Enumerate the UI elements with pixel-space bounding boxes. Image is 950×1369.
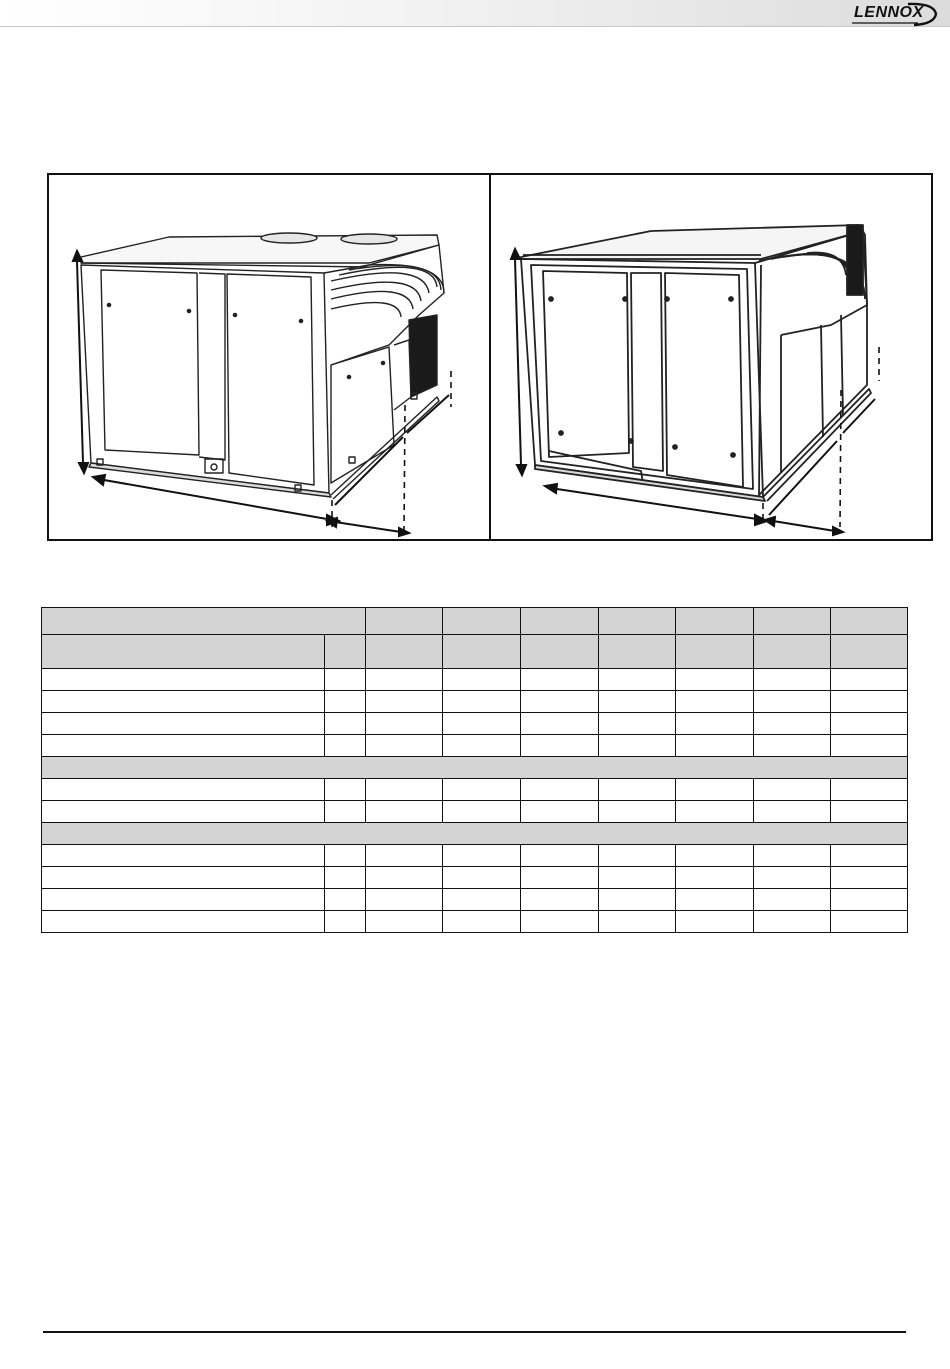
table-cell <box>366 889 443 911</box>
table-cell <box>676 635 754 669</box>
table-cell <box>42 867 325 889</box>
table-cell <box>754 635 831 669</box>
rooftop-unit-frame-icon <box>491 175 931 539</box>
table-row <box>42 735 908 757</box>
table-cell <box>754 691 831 713</box>
table-cell <box>42 608 366 635</box>
table-cell <box>521 801 599 823</box>
table-cell <box>325 911 366 933</box>
table-cell <box>325 845 366 867</box>
table-cell <box>443 845 521 867</box>
rooftop-unit-closed-icon <box>49 175 489 539</box>
table-cell <box>521 713 599 735</box>
table-cell <box>443 911 521 933</box>
table-cell <box>42 735 325 757</box>
table-cell <box>754 801 831 823</box>
table-cell <box>521 669 599 691</box>
table-row <box>42 669 908 691</box>
table-cell <box>42 779 325 801</box>
table-cell <box>42 635 325 669</box>
table-cell <box>325 713 366 735</box>
table-cell <box>599 635 676 669</box>
table-section-row <box>42 757 908 779</box>
table-cell <box>831 635 908 669</box>
table-cell <box>325 889 366 911</box>
table-cell <box>831 691 908 713</box>
rooftop-unit-frame-drawing <box>491 175 931 539</box>
footer-rule <box>43 1331 906 1333</box>
table-cell <box>676 867 754 889</box>
table-cell <box>831 889 908 911</box>
table-cell <box>754 608 831 635</box>
table-cell <box>366 669 443 691</box>
table-cell <box>831 608 908 635</box>
table-cell <box>676 735 754 757</box>
table-cell <box>325 735 366 757</box>
table-cell <box>599 735 676 757</box>
table-cell <box>599 691 676 713</box>
table-cell <box>599 845 676 867</box>
table-cell <box>599 608 676 635</box>
table-cell <box>366 691 443 713</box>
table-cell <box>521 608 599 635</box>
table-row <box>42 713 908 735</box>
table-cell <box>42 889 325 911</box>
table-cell <box>754 889 831 911</box>
table-cell <box>599 911 676 933</box>
table-cell <box>42 845 325 867</box>
table-cell <box>676 713 754 735</box>
table-row <box>42 889 908 911</box>
table-cell <box>754 867 831 889</box>
table-cell <box>754 735 831 757</box>
table-row <box>42 779 908 801</box>
table-cell <box>325 801 366 823</box>
table-cell <box>521 845 599 867</box>
table-header-row <box>42 608 908 635</box>
table-cell <box>42 801 325 823</box>
table-cell <box>599 801 676 823</box>
table-cell <box>831 669 908 691</box>
table-cell <box>521 735 599 757</box>
table-cell <box>676 779 754 801</box>
table-cell <box>443 867 521 889</box>
table-cell <box>676 845 754 867</box>
table-cell <box>831 845 908 867</box>
table-cell <box>366 779 443 801</box>
rooftop-unit-closed-drawing <box>49 175 489 539</box>
table-cell <box>521 867 599 889</box>
table-cell <box>521 635 599 669</box>
table-cell <box>42 713 325 735</box>
table-cell <box>831 911 908 933</box>
table-cell <box>366 735 443 757</box>
table-cell <box>366 867 443 889</box>
table-cell <box>754 911 831 933</box>
table-row <box>42 867 908 889</box>
table-cell <box>443 735 521 757</box>
table-cell <box>443 635 521 669</box>
table-cell <box>754 779 831 801</box>
table-cell <box>42 911 325 933</box>
table-cell <box>676 801 754 823</box>
table-row <box>42 801 908 823</box>
header-band <box>0 0 950 27</box>
table-cell <box>831 779 908 801</box>
table-cell <box>443 779 521 801</box>
table-cell <box>443 801 521 823</box>
table-cell <box>325 691 366 713</box>
table-cell <box>366 845 443 867</box>
table-cell <box>366 713 443 735</box>
table-cell <box>676 889 754 911</box>
table-cell <box>443 691 521 713</box>
table-cell <box>676 691 754 713</box>
table-cell <box>42 757 908 779</box>
table-cell <box>366 635 443 669</box>
table-cell <box>599 867 676 889</box>
table-cell <box>325 779 366 801</box>
table-cell <box>42 823 908 845</box>
specification-table-body <box>42 608 908 933</box>
table-cell <box>599 889 676 911</box>
table-cell <box>831 713 908 735</box>
table-cell <box>325 669 366 691</box>
table-cell <box>754 713 831 735</box>
table-cell <box>676 911 754 933</box>
table-cell <box>42 691 325 713</box>
table-cell <box>325 867 366 889</box>
table-cell <box>599 669 676 691</box>
table-cell <box>521 691 599 713</box>
table-cell <box>676 608 754 635</box>
table-cell <box>366 801 443 823</box>
table-cell <box>599 779 676 801</box>
table-cell <box>521 779 599 801</box>
lennox-logo <box>848 1 940 27</box>
table-cell <box>754 845 831 867</box>
table-cell <box>325 635 366 669</box>
table-cell <box>831 867 908 889</box>
logo-text: LENNOX <box>854 4 924 21</box>
specification-table <box>41 607 908 933</box>
table-cell <box>676 669 754 691</box>
table-cell <box>831 801 908 823</box>
table-cell <box>599 713 676 735</box>
table-row <box>42 845 908 867</box>
table-row <box>42 691 908 713</box>
table-cell <box>366 608 443 635</box>
table-cell <box>521 911 599 933</box>
table-cell <box>754 669 831 691</box>
table-cell <box>366 911 443 933</box>
table-cell <box>42 669 325 691</box>
table-section-row <box>42 823 908 845</box>
table-cell <box>831 735 908 757</box>
table-cell <box>443 608 521 635</box>
table-header-row <box>42 635 908 669</box>
table-cell <box>443 669 521 691</box>
table-cell <box>521 889 599 911</box>
table-cell <box>443 713 521 735</box>
table-row <box>42 911 908 933</box>
table-cell <box>443 889 521 911</box>
